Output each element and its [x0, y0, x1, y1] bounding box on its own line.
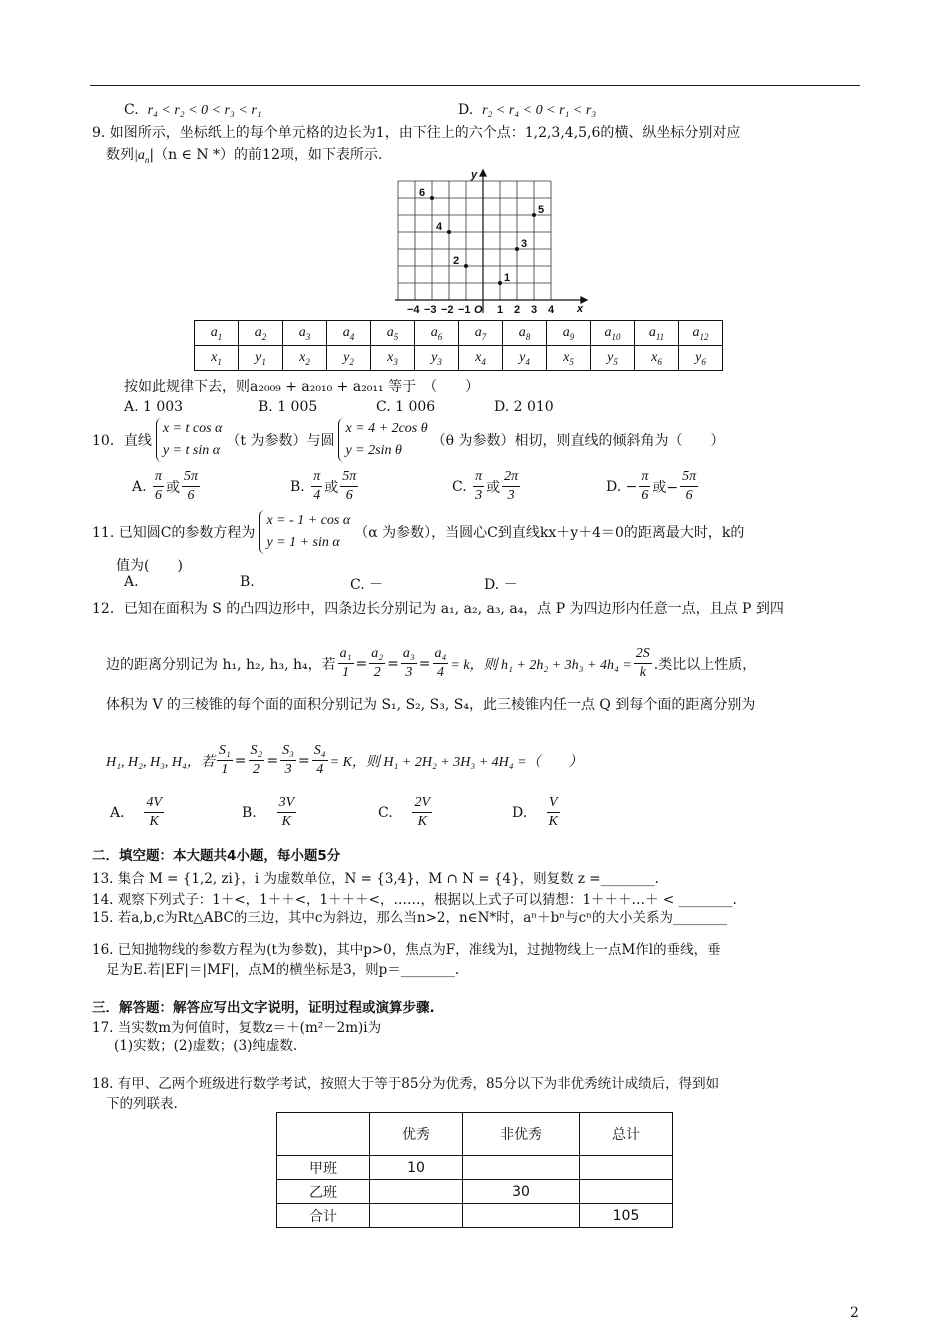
q10-option-a: A. $\frac{\pi}{6}$ 或 $\frac{5\pi}{6}$ [132, 469, 199, 503]
q12-option-d: D. $\frac{V}{K}$ [512, 795, 558, 829]
sequence-cell: $y_1$ [239, 346, 283, 371]
table-row [277, 1204, 673, 1228]
q12-line1: 12．已知在面积为 S 的凸四边形中，四条边长分别记为 a₁, a₂, a₃, a₄，点 P 为四边形内任意一点，且点 P 到四 [92, 601, 784, 617]
sequence-table-row [195, 346, 723, 371]
q14: 14. 观察下列式子：1＋<，1＋＋<，1＋＋＋<，……，根据以上式子可以猜想：1＋＋＋…＋ < ________. [92, 892, 737, 908]
table-row [277, 1156, 673, 1180]
q9-line2: 数列$|a_n|(n$ ∈ N *）的前12项，如下表所示. [106, 147, 383, 165]
sequence-cell: $x_5$ [547, 346, 591, 371]
q9-option-b: B. 1 005 [258, 399, 318, 415]
sequence-cell: $a_2$ [239, 321, 283, 346]
sequence-cell: $a_{12}$ [679, 321, 723, 346]
data-point [532, 213, 536, 217]
table-cell: 甲班 [277, 1156, 370, 1180]
q11-option-a: A. [124, 574, 139, 590]
table-cell: 乙班 [277, 1180, 370, 1204]
x-tick-label: −3 [424, 304, 437, 316]
axis-labels [407, 169, 584, 316]
q17-line1: 17. 当实数m为何值时，复数z＝＋(m²－2m)i为 [92, 1020, 382, 1036]
table-cell [463, 1204, 580, 1228]
x-tick-label: −4 [407, 304, 420, 316]
sequence-cell: $y_5$ [591, 346, 635, 371]
sequence-cell: $a_{11}$ [635, 321, 679, 346]
x-tick-label: −1 [458, 304, 471, 316]
x-tick-label: 4 [548, 304, 555, 316]
q17-line2: (1)实数；(2)虚数；(3)纯虚数. [114, 1038, 298, 1054]
sequence-cell: $a_{10}$ [591, 321, 635, 346]
table-row [277, 1180, 673, 1204]
q9-ask: 按如此规律下去，则a₂₀₀₉ + a₂₀₁₀ + a₂₀₁₁ 等于 （ ） [124, 379, 480, 395]
table-cell: 105 [580, 1204, 673, 1228]
sequence-cell: $a_6$ [415, 321, 459, 346]
q16-line1: 16. 已知抛物线的参数方程为(t为参数)，其中p>0，焦点为F，准线为l，过抛物线上一点M作l的垂线，垂 [92, 942, 721, 958]
x-tick-label: 3 [531, 304, 538, 316]
point-label: 2 [453, 255, 460, 267]
data-point [515, 247, 519, 251]
q8-option-d: D. r₂ < r₄ < 0 < r₁ < r₃ [458, 102, 597, 118]
q12-line4: H₁, H₂, H₃, H₄，若 $\frac{\text{S₁}}{1}$ = $\frac{\text{S₂}}{2}$ = $\frac{\text{S₃}}{3}$ = $\frac{\text{S₄}}{4}$ = K，则 H₁ + 2H₂ + 3H₃ + 4H₄ =（ ） [106, 743, 583, 777]
q11-option-d: D. － [484, 577, 518, 593]
table-cell [370, 1204, 463, 1228]
table-header-cell: 总计 [580, 1113, 673, 1156]
q10-circle-system: x = 4 + 2cos θ y = 2sin θ [338, 418, 427, 462]
sequence-cell: $a_9$ [547, 321, 591, 346]
sequence-cell: $y_4$ [503, 346, 547, 371]
q12-option-b: B. $\frac{3V}{K}$ [242, 795, 295, 829]
q10-option-d: D. − $\frac{\pi}{6}$ 或− $\frac{5\pi}{6}$ [606, 469, 697, 503]
table-header-cell: 非优秀 [463, 1113, 580, 1156]
sequence-cell: $x_3$ [371, 346, 415, 371]
table-cell: 30 [463, 1180, 580, 1204]
sequence-cell: $a_8$ [503, 321, 547, 346]
sequence-cell: $a_7$ [459, 321, 503, 346]
x-tick-label: 2 [514, 304, 521, 316]
q10-stem: 10．直线 x = t cos α y = t sin α （t 为参数）与圆 x = 4 + 2cos θ y = 2sin θ （θ 为参数）相切，则直线的倾斜角为（ ） [92, 418, 725, 462]
data-point [498, 281, 502, 285]
origin-label: O [474, 304, 483, 316]
table-header-row [277, 1113, 673, 1156]
q11-stem: 11. 已知圆C的参数方程为 x = - 1 + cos α y = 1 + sin α （α 为参数），当圆心C到直线kx＋y＋4＝0的距离最大时，k的 [92, 510, 744, 554]
header-rule [90, 85, 860, 86]
sequence-cell: $y_6$ [679, 346, 723, 371]
sequence-cell: $x_1$ [195, 346, 239, 371]
data-point [464, 264, 468, 268]
q13: 13. 集合 M = {1,2, zi}，i 为虚数单位，N = {3,4}，M ∩ N = {4}，则复数 z =________. [92, 871, 659, 887]
q12-option-c: C. $\frac{2V}{K}$ [378, 795, 431, 829]
x-tick-label: −2 [441, 304, 454, 316]
q9-option-c: C. 1 006 [376, 399, 436, 415]
sequence-cell: $x_4$ [459, 346, 503, 371]
sequence-cell: $x_2$ [283, 346, 327, 371]
q9-line1: 9. 如图所示，坐标纸上的每个单元格的边长为1，由下往上的六个点：1,2,3,4,5,6的横、纵坐标分别对应 [92, 125, 741, 141]
sequence-cell: $a_5$ [371, 321, 415, 346]
contingency-table [276, 1112, 673, 1228]
coordinate-graph [395, 168, 590, 316]
q9-option-d: D. 2 010 [494, 399, 554, 415]
q12-option-a: A. $\frac{4V}{K}$ [110, 795, 162, 829]
q10-option-c: C. $\frac{\pi}{3}$ 或 $\frac{2\pi}{3}$ [452, 469, 519, 503]
x-axis-label: x [577, 303, 584, 315]
sequence-cell: $a_1$ [195, 321, 239, 346]
sequence-table [194, 320, 723, 371]
sequence-cell: $a_3$ [283, 321, 327, 346]
data-point [430, 196, 434, 200]
sequence-cell: $a_4$ [327, 321, 371, 346]
table-cell [580, 1156, 673, 1180]
x-tick-label: 1 [497, 304, 504, 316]
sequence-cell: $y_3$ [415, 346, 459, 371]
sequence-table-row [195, 321, 723, 346]
table-cell [463, 1156, 580, 1180]
data-point [447, 230, 451, 234]
q15: 15. 若a,b,c为Rt△ABC的三边，其中c为斜边，那么当n>2，n∈N*时，aⁿ＋bⁿ与cⁿ的大小关系为________ [92, 910, 727, 926]
q18-line1: 18. 有甲、乙两个班级进行数学考试，按照大于等于85分为优秀，85分以下为非优秀统计成绩后，得到如 [92, 1076, 720, 1092]
point-label: 4 [436, 221, 443, 233]
table-cell: 10 [370, 1156, 463, 1180]
q12-line2: 边的距离分别记为 h₁, h₂, h₃, h₄，若 $\frac{\text{a₁}}{1}$ = $\frac{\text{a₂}}{2}$ = $\frac{\text{a₃}}{3}$ = $\frac{\text{a₄}}{4}$ = k，则 h₁ + 2h₂ + 3h₃ + 4h₄ = $\frac{2S}{k}$ .类比以上性质， [106, 646, 757, 680]
q11-option-b: B. [240, 574, 255, 590]
point-label: 6 [419, 187, 426, 199]
table-cell [370, 1180, 463, 1204]
sequence-cell: $y_2$ [327, 346, 371, 371]
q8-option-c: C. r₄ < r₂ < 0 < r₃ < r₁ [124, 102, 262, 118]
q12-line3: 体积为 V 的三棱锥的每个面的面积分别记为 S₁, S₂, S₃, S₄，此三棱锥内任一点 Q 到每个面的距离分别为 [106, 697, 756, 713]
data-points [419, 187, 544, 285]
section-answer-heading: 三．解答题：解答应写出文字说明，证明过程或演算步骤. [92, 1000, 435, 1016]
point-label: 3 [521, 238, 528, 250]
q18-line2: 下的列联表. [106, 1096, 178, 1112]
section-fill-in-heading: 二．填空题：本大题共4小题，每小题5分 [92, 848, 341, 864]
q10-option-b: B. $\frac{\pi}{4}$ 或 $\frac{5\pi}{6}$ [290, 469, 357, 503]
q9-option-a: A. 1 003 [124, 399, 184, 415]
y-axis-label: y [471, 169, 478, 181]
point-label: 5 [538, 204, 545, 216]
point-label: 1 [504, 272, 511, 284]
q10-line-system: x = t cos α y = t sin α [156, 418, 223, 462]
q11-option-c: C. － [350, 577, 384, 593]
q11-circle-system: x = - 1 + cos α y = 1 + sin α [259, 510, 350, 554]
table-header-cell: 优秀 [370, 1113, 463, 1156]
table-cell [580, 1180, 673, 1204]
q16-line2: 足为E.若|EF|＝|MF|，点M的横坐标是3，则p＝________. [106, 962, 460, 978]
q11-line2: 值为( ) [116, 558, 183, 574]
table-header-cell [277, 1113, 370, 1156]
table-cell: 合计 [277, 1204, 370, 1228]
page-number: 2 [850, 1305, 859, 1321]
sequence-cell: $x_6$ [635, 346, 679, 371]
